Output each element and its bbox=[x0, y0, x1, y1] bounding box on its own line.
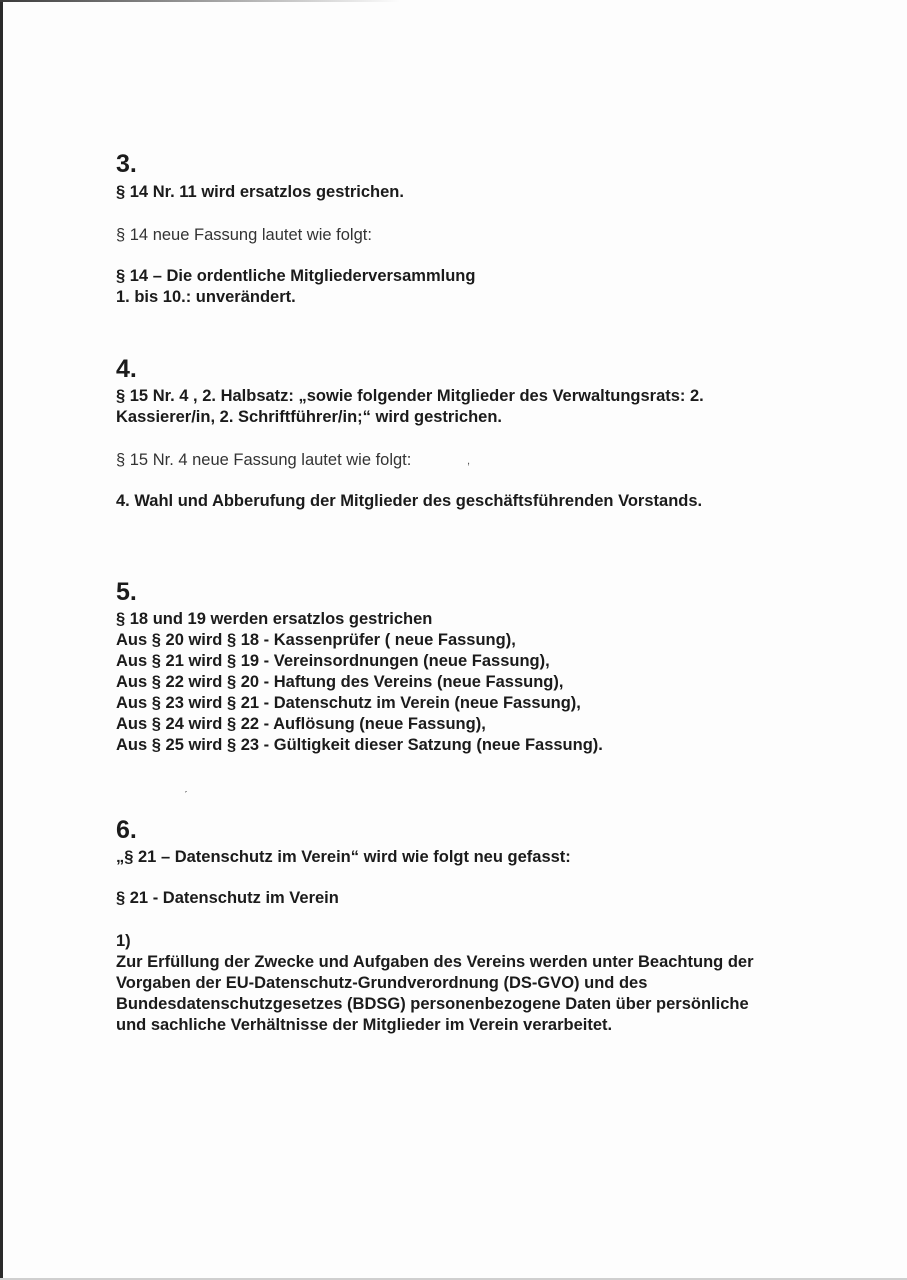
list-item: Aus § 20 wird § 18 - Kassenprüfer ( neue Fassung), bbox=[116, 631, 516, 649]
list-item: Aus § 22 wird § 20 - Haftung des Vereins (neue Fassung), bbox=[116, 673, 564, 691]
section-text: 4. Wahl und Abberufung der Mitglieder des geschäftsführenden Vorstands. bbox=[116, 492, 703, 510]
scan-edge-top bbox=[0, 0, 400, 2]
section-text: § 15 Nr. 4 neue Fassung lautet wie folgt: bbox=[116, 451, 412, 469]
paragraph-line: und sachliche Verhältnisse der Mitglieder im Verein verarbeitet. bbox=[116, 1016, 613, 1034]
list-item: Aus § 24 wird § 22 - Auflösung (neue Fassung), bbox=[116, 715, 486, 733]
section-3 bbox=[116, 150, 836, 308]
paragraph-number: 1) bbox=[116, 932, 131, 950]
section-5 bbox=[116, 578, 836, 756]
section-number: 4. bbox=[116, 355, 137, 383]
section-text: § 14 neue Fassung lautet wie folgt: bbox=[116, 226, 372, 244]
paragraph-line: Zur Erfüllung der Zwecke und Aufgaben des Vereins werden unter Beachtung der bbox=[116, 953, 754, 971]
section-number: 6. bbox=[116, 816, 137, 844]
section-text: „§ 21 – Datenschutz im Verein“ wird wie folgt neu gefasst: bbox=[116, 848, 571, 866]
section-heading: § 14 – Die ordentliche Mitgliederversammlung bbox=[116, 267, 476, 285]
section-text: § 14 Nr. 11 wird ersatzlos gestrichen. bbox=[116, 183, 404, 201]
section-4 bbox=[116, 355, 836, 512]
section-6 bbox=[116, 816, 836, 1036]
scan-speck: ˊ bbox=[184, 790, 188, 802]
section-number: 5. bbox=[116, 578, 137, 606]
list-item: Aus § 21 wird § 19 - Vereinsordnungen (neue Fassung), bbox=[116, 652, 550, 670]
scan-speck: , bbox=[467, 455, 471, 467]
section-lines bbox=[116, 609, 836, 756]
document-body bbox=[116, 150, 836, 1036]
section-text: 1. bis 10.: unverändert. bbox=[116, 288, 296, 306]
scan-edge-left bbox=[0, 0, 3, 1280]
paragraph-line: Vorgaben der EU-Datenschutz-Grundverordnung (DS-GVO) und des bbox=[116, 974, 648, 992]
list-item: § 18 und 19 werden ersatzlos gestrichen bbox=[116, 610, 433, 628]
list-item: Aus § 25 wird § 23 - Gültigkeit dieser Satzung (neue Fassung). bbox=[116, 736, 603, 754]
paragraph-line: Bundesdatenschutzgesetzes (BDSG) personenbezogene Daten über persönliche bbox=[116, 995, 749, 1013]
paragraph-body bbox=[116, 952, 836, 1036]
section-heading: § 21 - Datenschutz im Verein bbox=[116, 889, 339, 907]
section-text: Kassierer/in, 2. Schriftführer/in;“ wird gestrichen. bbox=[116, 408, 503, 426]
list-item: Aus § 23 wird § 21 - Datenschutz im Verein (neue Fassung), bbox=[116, 694, 581, 712]
section-number: 3. bbox=[116, 150, 137, 178]
section-text: § 15 Nr. 4 , 2. Halbsatz: „sowie folgender Mitglieder des Verwaltungsrats: 2. bbox=[116, 387, 704, 405]
